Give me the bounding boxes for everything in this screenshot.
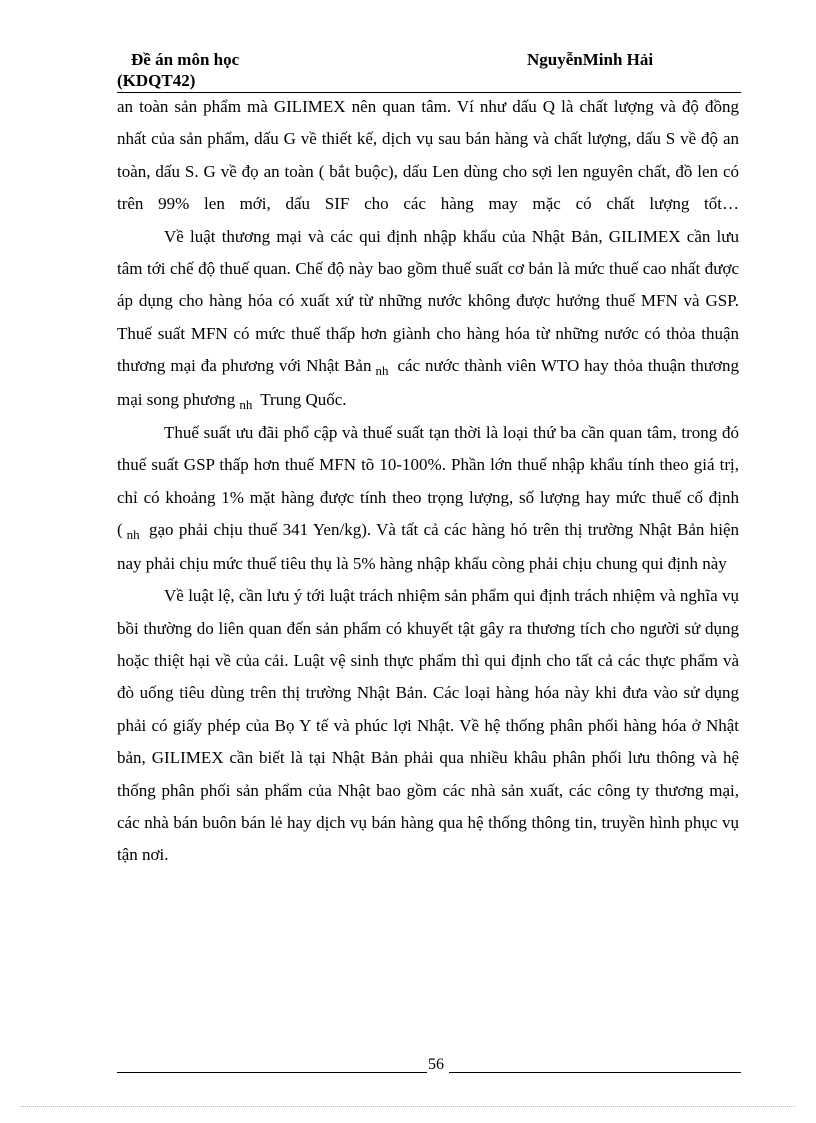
document-body: [117, 91, 739, 872]
paragraph-1-text: an toàn sản phẩm mà GILIMEX nên quan tâm. Ví như dấu Q là chất lượng và độ đồng nhất của sản phẩm, dấu G về thiết kế, dịch vụ sau bán hàng và chất lượng, dấu S về độ an toàn, dấu S. G về đọ an toàn ( bắt buộc), dấu Len dùng cho sợi len nguyên chất, đồ len có trên 99% len mới, dấu SIF cho các hàng may: [117, 97, 739, 214]
course-code: (KDQT42): [117, 71, 196, 90]
paragraph-1: [117, 91, 739, 221]
author-name: NguyễnMinh Hải: [527, 50, 654, 69]
paragraph-3-sub: nh: [126, 527, 140, 543]
paragraph-2-sub-1: nh: [375, 363, 389, 379]
paragraph-2-sub-2: nh: [239, 396, 253, 412]
page-bottom-border: [20, 1106, 796, 1107]
paragraph-2-text-c: Trung Quốc.: [260, 389, 347, 409]
paragraph-3: [117, 417, 739, 580]
course-title: Đề án môn học: [131, 50, 240, 69]
paragraph-2: [117, 221, 739, 417]
paragraph-1-end: mặc có chất lượng tốt…: [532, 194, 739, 214]
paragraph-2-text-b: các nước thành viên WTO hay thỏa thuận thương mại song phương: [117, 356, 740, 409]
page-number: 56: [428, 1056, 444, 1073]
page-footer: [117, 1055, 741, 1075]
paragraph-3-text-b: gạo phải chịu thuế 341 Yen/kg). Và tất cả các hàng hó trên thị trường Nhật Bản hiện nay phải chịu mức thuế tiêu thụ là 5% hàng nhập khẩu còng phải chịu chung qui định này: [117, 520, 739, 573]
paragraph-4: Về luật lệ, cần lưu ý tới luật trách nhiệm sản phẩm qui định trách nhiệm và nghĩa vụ bồi thường do liên quan đến sản phẩm có khuyết tật gây ra thương tích cho người sử dụng hoặc thiệt hại về của cải. Luật vệ sinh thực phẩm thì qui định cho tất cả các thực phẩm và đò uống tiêu dùng trên thị trường Nhật Bản. Các loại hàng hóa này khi đưa vào sử dụng phải có giấy phép của Bọ Y tế và phúc lợi Nhật. Về hệ thống phân phối hàng hóa ở Nhật bản, GILIMEX cần biết là tại Nhật Bản phải qua nhiều khâu phân phối lưu thông và hệ thống phân phối sản phẩm của Nhật bao gồm các nhà sản xuất, các công ty thương mại, các nhà bán buôn bán lẻ hay dịch vụ bán hàng qua hệ thống thông tin, truyền hình phục vụ tận nơi.: [117, 586, 739, 865]
footer-rule-left: [117, 1072, 427, 1073]
page-header: [117, 50, 741, 93]
paragraph-2-text-a: Về luật thương mại và các qui định nhập khẩu của Nhật Bản, GILIMEX cần lưu tâm tới chế độ thuế quan. Chế độ này bao gồm thuế suất cơ bản là mức thuế cao nhất được áp dụng cho hàng hóa có xuất xứ từ những nước không được hưởng thuế MFN và GSP. Thuế suất MFN có mức thuế thấp hơn giành cho hàng hóa từ những nước có thỏa thuận thương mại đa phương với Nhật Bản: [117, 226, 739, 376]
paragraph-3-text-a: Thuế suất ưu đãi phổ cập và thuế suất tạn thời là loại thứ ba cần quan tâm, trong đó thuế suất GSP thấp hơn thuế MFN tõ 10-100%. Phần lớn thuế nhập khẩu tính theo giá trị, chỉ có khoảng 1% mặt hàng được tính theo trọng lượng, số lượng hay mức thuế cố định (: [117, 423, 739, 540]
footer-rule-right: [449, 1072, 741, 1073]
